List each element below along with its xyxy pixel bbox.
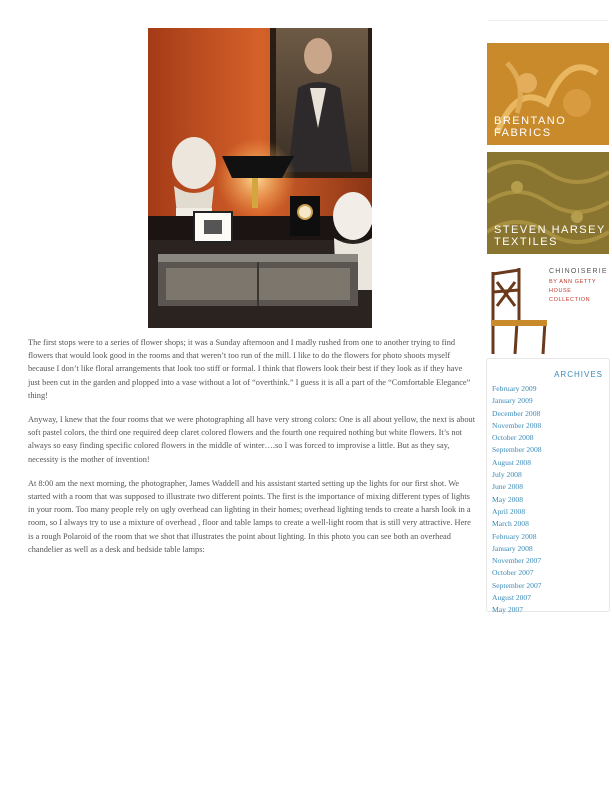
archive-link[interactable]: April 2008 xyxy=(492,506,526,516)
archive-link[interactable]: March 2008 xyxy=(492,519,529,529)
archive-link[interactable]: November 2008 xyxy=(492,420,542,430)
archive-link[interactable]: September 2007 xyxy=(492,580,542,590)
interior-photo xyxy=(148,28,372,328)
ad-brentano-line1: BRENTANO xyxy=(494,115,567,127)
archive-link[interactable]: August 2008 xyxy=(492,457,532,467)
ad-chinoiserie-title: CHINOISERIE xyxy=(549,268,608,275)
ad-chinoiserie-subtitle: BY ANN GETTY HOUSE COLLECTION xyxy=(549,279,597,303)
sidebar-divider xyxy=(488,20,608,21)
archives-heading: ARCHIVES xyxy=(554,370,603,379)
paragraph-1: The first stops were to a series of flower shops; it was a Sunday afternoon and I madly rushed from one to another trying to find flowers that would look good in the rooms and that weren’t too run of the mill. I like to do the flowers for photo shoots myself because I don’t like floral arrangements that look too stiff or formal. I think that flowers look their best if they look as if they have just been cut in the garden and plopped into a vase without a lot of “overthink.” I guess it is all a part of the “Comfortable Elegance” thing! xyxy=(28,338,471,400)
ad-brentano-line2: FABRICS xyxy=(494,127,552,139)
archive-link[interactable]: January 2009 xyxy=(492,396,533,406)
chair-icon xyxy=(487,262,547,356)
archive-link[interactable]: October 2007 xyxy=(492,568,534,578)
archive-link[interactable]: November 2007 xyxy=(492,556,542,566)
archive-link[interactable]: June 2008 xyxy=(492,482,524,492)
article-body xyxy=(28,336,476,567)
paragraph-3: At 8:00 am the next morning, the photographer, James Waddell and his assistant started setting up the lights for our first shot. We started with a room that was supposed to illustrate two different points. The first is the importance of mixing different types of lights in your room. Too many people rely on ugly overhead can lighting in their homes; overhead lighting tends to create a harsh look in a room, so I always try to use a mixture of overhead , floor and table lamps to create a well-light room that is still very attractive. Here is a rough Polaroid of the room that we shot that illustrates the point about lighting. In this photo you can see both an overhead chandelier as well as a desk and bedside table lamps: xyxy=(28,478,471,554)
paragraph-2: Anyway, I knew that the four rooms that we were photographing all have very strong colors: One is all about yellow, the next is about soft pastel colors, the third one required deep claret colored flowers and the fourth one required nothing but white flowers. It’s not always so easy finding specific colored flowers in the middle of winter….so I was forced to improvise a little. But as they say, necessity is the mother of invention! xyxy=(28,415,476,464)
ad-brentano-fabrics[interactable] xyxy=(487,43,609,145)
archive-link[interactable]: January 2008 xyxy=(492,543,533,553)
archive-link[interactable]: July 2008 xyxy=(492,470,522,480)
archive-link[interactable]: August 2007 xyxy=(492,593,532,603)
archive-link[interactable]: May 2008 xyxy=(492,494,524,504)
ad-harsey-line1: STEVEN HARSEY xyxy=(494,224,606,236)
ad-harsey-line2: TEXTILES xyxy=(494,236,558,248)
archive-link[interactable]: December 2008 xyxy=(492,408,541,418)
archive-link[interactable]: February 2008 xyxy=(492,531,537,541)
archives-panel xyxy=(486,358,610,615)
ad-steven-harsey-textiles[interactable] xyxy=(487,152,609,254)
archive-link[interactable]: February 2009 xyxy=(492,384,537,393)
archive-link[interactable]: September 2008 xyxy=(492,445,542,455)
archives-list xyxy=(492,383,542,617)
archive-link[interactable]: October 2008 xyxy=(492,433,534,443)
ad-chinoiserie[interactable] xyxy=(487,262,609,356)
archive-link[interactable]: May 2007 xyxy=(492,605,524,615)
